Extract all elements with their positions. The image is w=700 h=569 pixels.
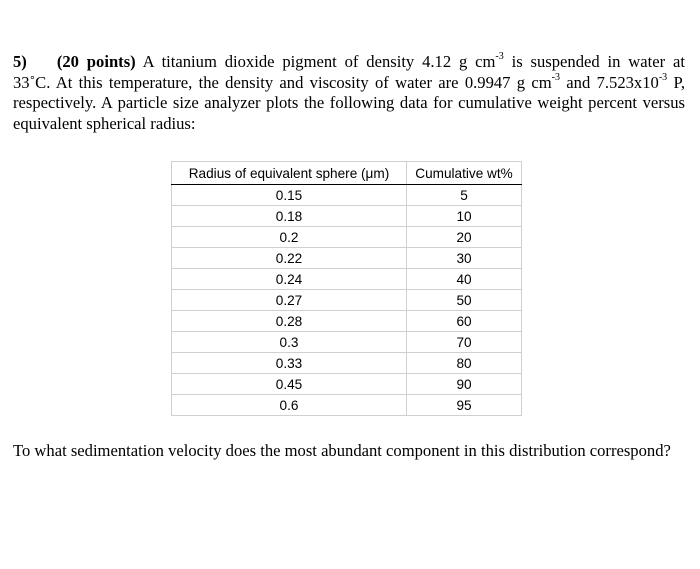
table-row (172, 311, 522, 332)
radius-cell: 0.28 (172, 311, 407, 332)
cumulative-wt-cell: 50 (407, 290, 522, 311)
problem-statement (13, 52, 685, 134)
table-row (172, 374, 522, 395)
table-row (172, 269, 522, 290)
table-row (172, 206, 522, 227)
problem-line-4: equivalent spherical radius: (13, 113, 196, 133)
problem-line-1 (13, 52, 685, 73)
cumulative-wt-cell: 10 (407, 206, 522, 227)
radius-cell: 0.27 (172, 290, 407, 311)
radius-cell: 0.15 (172, 185, 407, 206)
radius-cell: 0.22 (172, 248, 407, 269)
problem-text-1b: is suspended in water at (503, 52, 685, 71)
radius-cell: 0.33 (172, 353, 407, 374)
radius-cell: 0.6 (172, 395, 407, 416)
question-text: To what sedimentation velocity does the most abundant component in this distribution correspond? (13, 441, 671, 460)
problem-line-2 (13, 73, 685, 94)
problem-points: (20 points) (56, 52, 136, 71)
problem-text-2b: and 7.523x10 (560, 72, 659, 92)
density-exponent: -3 (495, 51, 504, 63)
problem-line-3: respectively. A particle size analyzer plots the following data for cumulative weight percent versus (13, 93, 685, 112)
table-row (172, 185, 522, 206)
particle-size-table (171, 161, 522, 416)
cumulative-wt-cell: 70 (407, 332, 522, 353)
viscosity-exponent: -3 (658, 71, 668, 83)
radius-cell: 0.45 (172, 374, 407, 395)
radius-cell: 0.24 (172, 269, 407, 290)
cumulative-wt-cell: 80 (407, 353, 522, 374)
cumulative-wt-cell: 20 (407, 227, 522, 248)
table-body (172, 185, 522, 416)
radius-cell: 0.3 (172, 332, 407, 353)
radius-cell: 0.18 (172, 206, 407, 227)
table-row (172, 353, 522, 374)
cumulative-wt-cell: 30 (407, 248, 522, 269)
table-row (172, 395, 522, 416)
cumulative-wt-column-header: Cumulative wt% (407, 162, 522, 185)
cumulative-wt-cell: 60 (407, 311, 522, 332)
table-row (172, 290, 522, 311)
table-row (172, 227, 522, 248)
cumulative-wt-cell: 95 (407, 395, 522, 416)
water-density-exponent: -3 (551, 71, 560, 83)
radius-column-header: Radius of equivalent sphere (μm) (172, 162, 407, 185)
problem-text-2a: 33˚C. At this temperature, the density and viscosity of water are 0.9947 g cm (13, 72, 552, 92)
table-row (172, 332, 522, 353)
cumulative-wt-cell: 40 (407, 269, 522, 290)
problem-number: 5) (13, 52, 27, 71)
table-header-row (172, 162, 522, 185)
problem-text-1a: A titanium dioxide pigment of density 4.12 g cm (142, 52, 496, 71)
radius-cell: 0.2 (172, 227, 407, 248)
cumulative-wt-cell: 5 (407, 185, 522, 206)
problem-text-2c: P, (667, 72, 686, 92)
cumulative-wt-cell: 90 (407, 374, 522, 395)
table-row (172, 248, 522, 269)
